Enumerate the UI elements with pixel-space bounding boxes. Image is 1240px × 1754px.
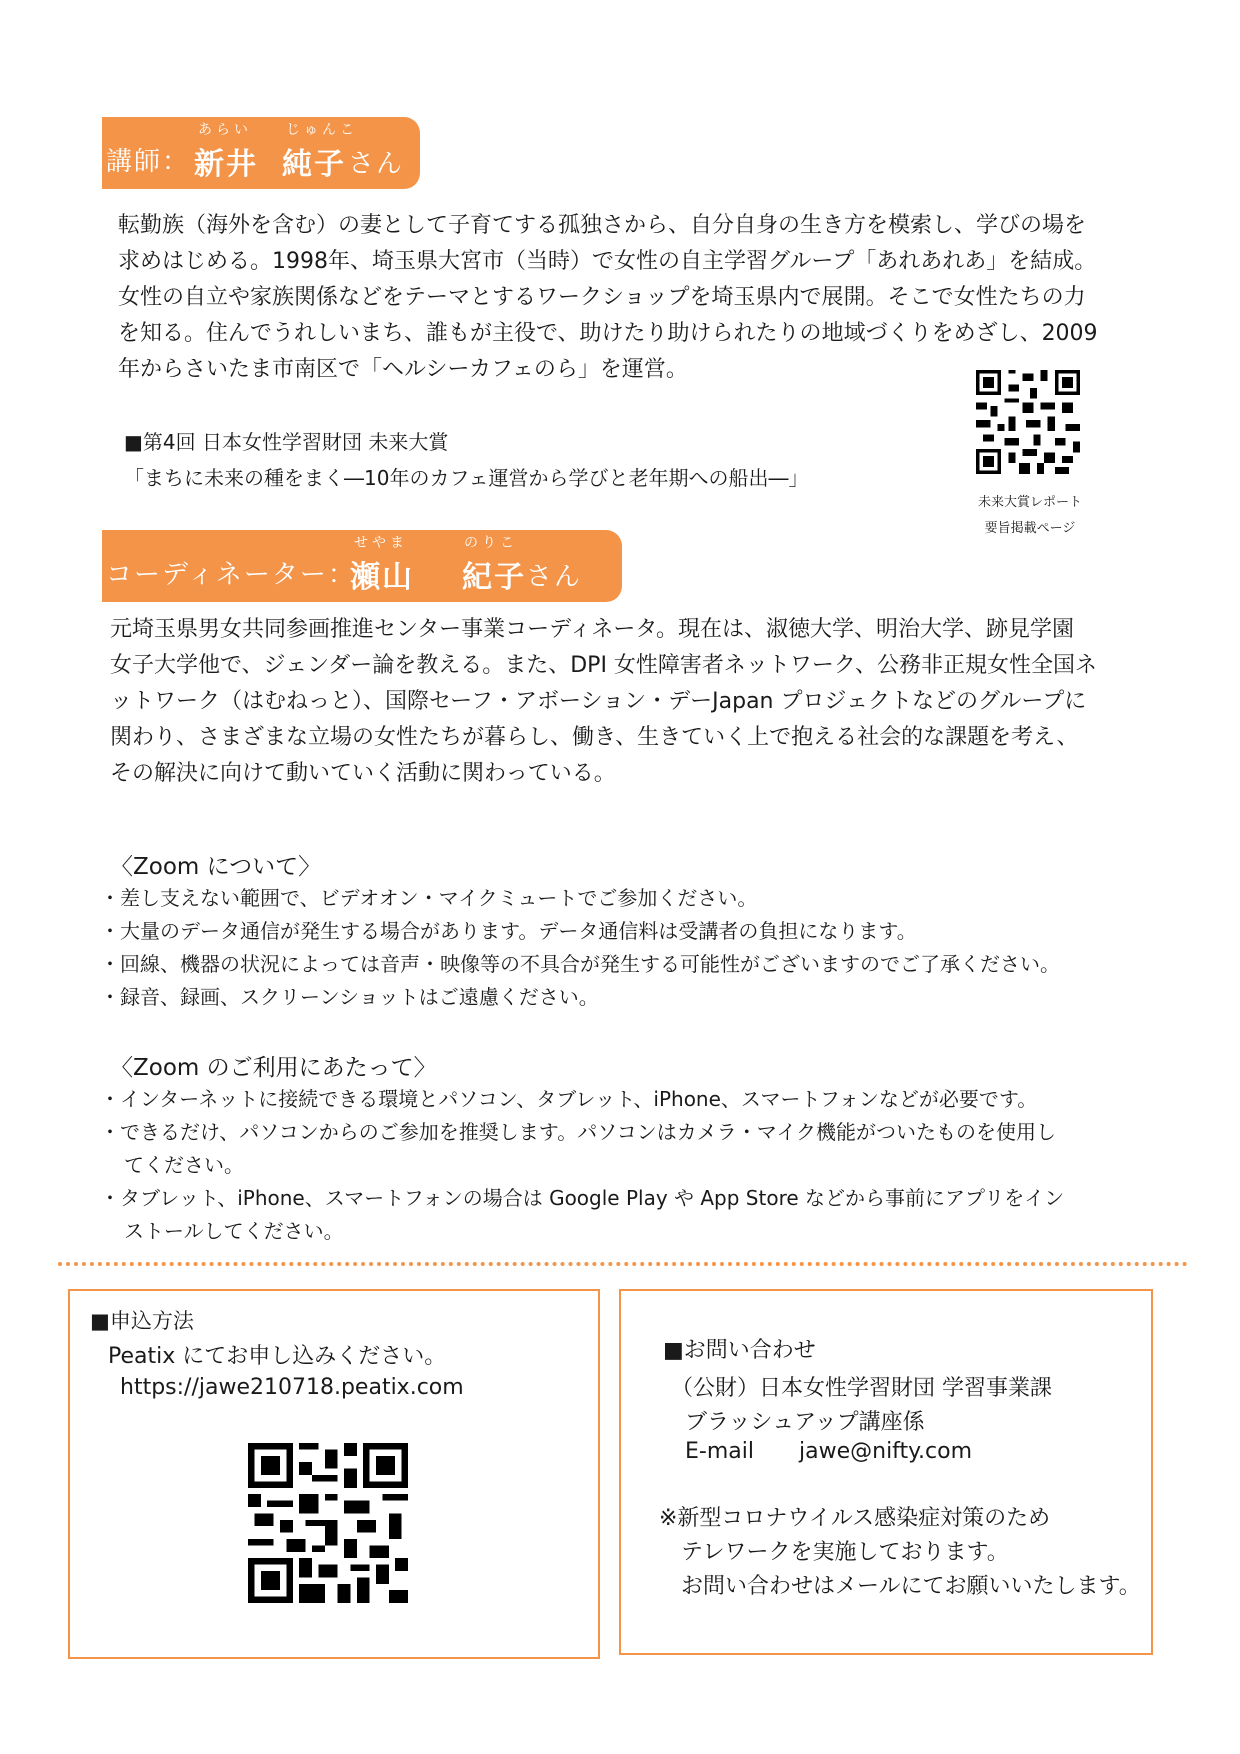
qr-caption [950, 490, 1110, 542]
lecturer-ruby-given: じゅんこ [286, 122, 358, 138]
coordinator-banner [102, 530, 622, 602]
coordinator-suffix: さん [526, 562, 583, 592]
lecturer-bio [118, 208, 1098, 388]
zoom-usage-heading: 〈Zoom のご利用にあたって〉 [110, 1055, 437, 1081]
list-item: ・回線、機器の状況によっては音声・映像等の不具合が発生する可能性がございますのでご了承ください。 [100, 952, 1060, 976]
list-item-cont: てください。 [124, 1153, 244, 1177]
bio-line: 女子大学他で、ジェンダー論を教える。また、DPI 女性障害者ネットワーク、公務非正規女性全国ネ [110, 653, 1098, 678]
bio-line: を知る。住んでうれしいまち、誰もが主役で、助けたり助けられたりの地域づくりをめざし、2009 [118, 321, 1098, 346]
list-item: ・大量のデータ通信が発生する場合があります。データ通信料は受講者の負担になります。 [100, 919, 917, 943]
lecturer-name-family: 新井 [194, 147, 258, 182]
contact-dept: ブラッシュアップ講座係 [685, 1410, 925, 1435]
award-title: ■第4回 日本女性学習財団 未来大賞 [124, 430, 449, 454]
qr-caption-line: 未来大賞レポート [977, 495, 1082, 510]
coordinator-name-family: 瀬山 [350, 560, 414, 595]
application-box [68, 1289, 600, 1659]
award-work: 「まちに未来の種をまく―10年のカフェ運営から学びと老年期への船出―」 [124, 466, 809, 490]
contact-note: お問い合わせはメールにてお願いいたします。 [681, 1574, 1141, 1599]
lecturer-role: 講師： [106, 147, 191, 177]
zoom-about-heading: 〈Zoom について〉 [110, 854, 322, 880]
bio-line: 関わり、さまざまな立場の女性たちが暮らし、働き、生きていく上で抱える社会的な課題を考え、 [110, 725, 1079, 750]
list-item-first: ・インターネットに接続できる環境とパソコン、タブレット、iPhone、スマートフォンなどが必要です。 [100, 1087, 1038, 1111]
list-item [100, 1116, 1064, 1182]
list-item [100, 1182, 1064, 1248]
contact-box [619, 1289, 1153, 1655]
list-item: ・録音、録画、スクリーンショットはご遠慮ください。 [100, 985, 599, 1009]
application-instruction: Peatix にてお申し込みください。 [108, 1344, 447, 1369]
lecturer-name-given: 純子 [282, 147, 346, 182]
list-item-first: ・できるだけ、パソコンからのご参加を推奨します。パソコンはカメラ・マイク機能がついたものを使用し [100, 1120, 1056, 1144]
contact-note: ※新型コロナウイルス感染症対策のため [659, 1506, 1051, 1531]
application-url-link[interactable]: https://jawe210718.peatix.com [120, 1375, 464, 1400]
coordinator-bio [110, 612, 1097, 792]
bio-line: 求めはじめる。1998年、埼玉県大宮市（当時）で女性の自主学習グループ「あれあれあ」を結成。 [118, 249, 1097, 274]
coordinator-name-given: 紀子 [462, 560, 526, 595]
coordinator-role: コーディネーター： [106, 560, 356, 590]
qr-code-icon[interactable] [248, 1443, 408, 1603]
lecturer-banner [102, 117, 420, 189]
bio-line: 年からさいたま市南区で「ヘルシーカフェのら」を運営。 [118, 357, 688, 382]
list-item-cont: ストールしてください。 [124, 1219, 344, 1243]
bio-line: ットワーク（はむねっと）、国際セーフ・アボーション・デーJapan プロジェクトなどのグループに [110, 689, 1087, 714]
list-item-first: ・タブレット、iPhone、スマートフォンの場合は Google Play や App Store などから事前にアプリをイン [100, 1186, 1065, 1210]
lecturer-ruby-family: あらい [198, 122, 252, 138]
application-title: ■申込方法 [90, 1309, 194, 1333]
bio-line: 転勤族（海外を含む）の妻として子育てする孤独さから、自分自身の生き方を模索し、学びの場を [118, 213, 1087, 238]
list-item [100, 1083, 1064, 1116]
bio-line: 元埼玉県男女共同参画推進センター事業コーディネータ。現在は、淑徳大学、明治大学、跡見学園 [110, 617, 1075, 642]
contact-note: テレワークを実施しております。 [681, 1540, 1009, 1565]
email-link[interactable]: jawe@nifty.com [799, 1439, 973, 1464]
lecturer-suffix: さん [348, 149, 405, 179]
bio-line: 女性の自立や家族関係などをテーマとするワークショップを埼玉県内で展開。そこで女性たちの力 [118, 285, 1086, 310]
contact-title: ■お問い合わせ [663, 1338, 816, 1363]
email-label: E-mail [685, 1439, 754, 1464]
zoom-usage-list [100, 1083, 1064, 1248]
contact-org: （公財）日本女性学習財団 学習事業課 [671, 1376, 1052, 1401]
coordinator-ruby-given: のりこ [464, 535, 518, 551]
coordinator-ruby-family: せやま [354, 535, 408, 551]
dotted-divider [58, 1262, 1188, 1266]
bio-line: その解決に向けて動いていく活動に関わっている。 [110, 761, 616, 786]
qr-code-icon[interactable] [976, 370, 1080, 474]
list-item: ・差し支えない範囲で、ビデオオン・マイクミュートでご参加ください。 [100, 886, 758, 910]
award-info [124, 424, 808, 496]
qr-caption-line: 要旨掲載ページ [984, 521, 1076, 536]
zoom-about-list [100, 882, 1060, 1014]
